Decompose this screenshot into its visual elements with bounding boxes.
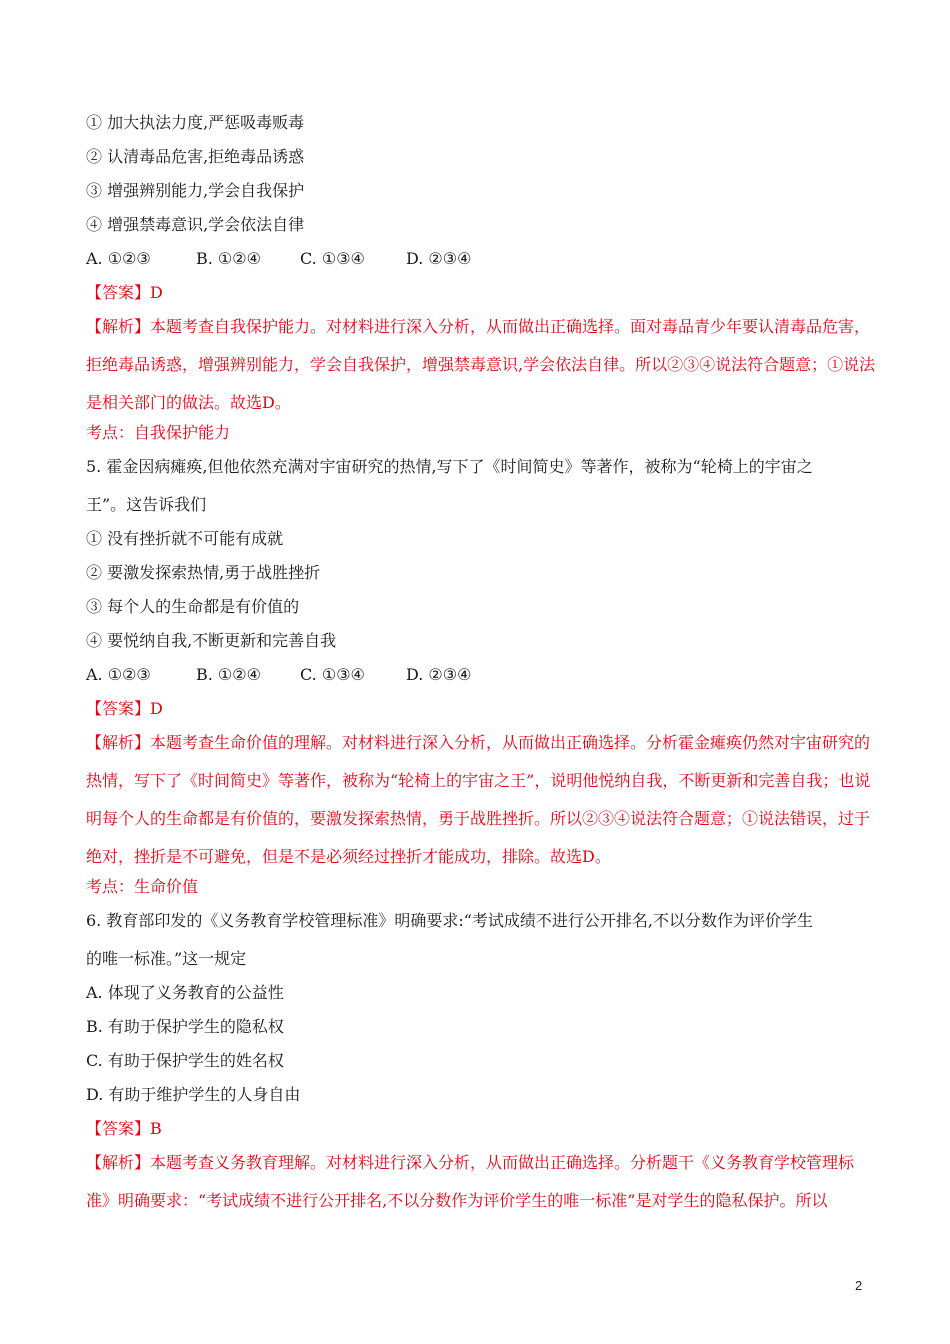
q4-item-2: ② 认清毒品危害,拒绝毒品诱惑 bbox=[86, 147, 305, 166]
q4-item-1: ① 加大执法力度,严惩吸毒贩毒 bbox=[86, 113, 305, 132]
q5-option-d: D. ②③④ bbox=[406, 665, 472, 684]
page-number: 2 bbox=[855, 1278, 863, 1293]
q4-option-a: A. ①②③ bbox=[86, 249, 151, 268]
page-content bbox=[86, 112, 876, 1220]
q6-stem-line-1: 6. 教育部印发的《义务教育学校管理标准》明确要求:“考试成绩不进行公开排名,不以分数作为评价学生 bbox=[86, 911, 814, 930]
q5-answer: 【答案】D bbox=[86, 699, 163, 718]
q6-answer: 【答案】B bbox=[86, 1119, 162, 1138]
q6-choice-c: C. 有助于保护学生的姓名权 bbox=[86, 1051, 284, 1070]
q4-explanation: 【解析】本题考查自我保护能力。对材料进行深入分析，从而做出正确选择。面对毒品青少年要认清毒品危害，拒绝毒品诱惑，增强辨别能力，学会自我保护，增强禁毒意识,学会依法自律。所以②③④说法符合题意；①说法是相关部门的做法。故选D。 bbox=[86, 317, 876, 412]
q5-kaodian: 考点：生命价值 bbox=[86, 877, 199, 896]
q4-answer: 【答案】D bbox=[86, 283, 163, 302]
q4-kaodian: 考点：自我保护能力 bbox=[86, 423, 231, 442]
q5-option-a: A. ①②③ bbox=[86, 665, 151, 684]
q5-item-2: ② 要激发探索热情,勇于战胜挫折 bbox=[86, 563, 321, 582]
q6-stem-line-2: 的唯一标准。”这一规定 bbox=[86, 949, 247, 968]
q5-item-1: ① 没有挫折就不可能有成就 bbox=[86, 529, 284, 548]
q4-item-3: ③ 增强辨别能力,学会自我保护 bbox=[86, 181, 305, 200]
q6-explanation: 【解析】本题考查义务教育理解。对材料进行深入分析，从而做出正确选择。分析题干《义务教育学校管理标准》明确要求：“考试成绩不进行公开排名,不以分数作为评价学生的唯一标准”是对学生的隐私保护。所以 bbox=[86, 1153, 855, 1210]
q6-choice-a: A. 体现了义务教育的公益性 bbox=[86, 983, 284, 1002]
q5-options bbox=[86, 664, 876, 686]
q5-option-b: B. ①②④ bbox=[196, 665, 261, 684]
q5-stem-line-2: 王”。这告诉我们 bbox=[86, 495, 207, 514]
q4-option-c: C. ①③④ bbox=[300, 249, 365, 268]
q4-option-b: B. ①②④ bbox=[196, 249, 261, 268]
q6-choice-b: B. 有助于保护学生的隐私权 bbox=[86, 1017, 284, 1036]
q4-options bbox=[86, 248, 876, 270]
q5-option-c: C. ①③④ bbox=[300, 665, 365, 684]
q5-explanation: 【解析】本题考查生命价值的理解。对材料进行深入分析，从而做出正确选择。分析霍金瘫痪仍然对宇宙研究的热情，写下了《时间简史》等著作，被称为“轮椅上的宇宙之王”，说明他悦纳自我，不断更新和完善自我；也说明每个人的生命都是有价值的，要激发探索热情，勇于战胜挫折。所以②③④说法符合题意；①说法错误，过于绝对，挫折是不可避免，但是不是必须经过挫折才能成功，排除。故选D。 bbox=[86, 733, 871, 866]
q6-choice-d: D. 有助于维护学生的人身自由 bbox=[86, 1085, 301, 1104]
q4-option-d: D. ②③④ bbox=[406, 249, 472, 268]
q5-item-3: ③ 每个人的生命都是有价值的 bbox=[86, 597, 300, 616]
q5-item-4: ④ 要悦纳自我,不断更新和完善自我 bbox=[86, 631, 337, 650]
q5-stem-line-1: 5. 霍金因病瘫痪,但他依然充满对宇宙研究的热情,写下了《时间简史》等著作，被称为“轮椅上的宇宙之 bbox=[86, 457, 813, 476]
q4-item-4: ④ 增强禁毒意识,学会依法自律 bbox=[86, 215, 305, 234]
